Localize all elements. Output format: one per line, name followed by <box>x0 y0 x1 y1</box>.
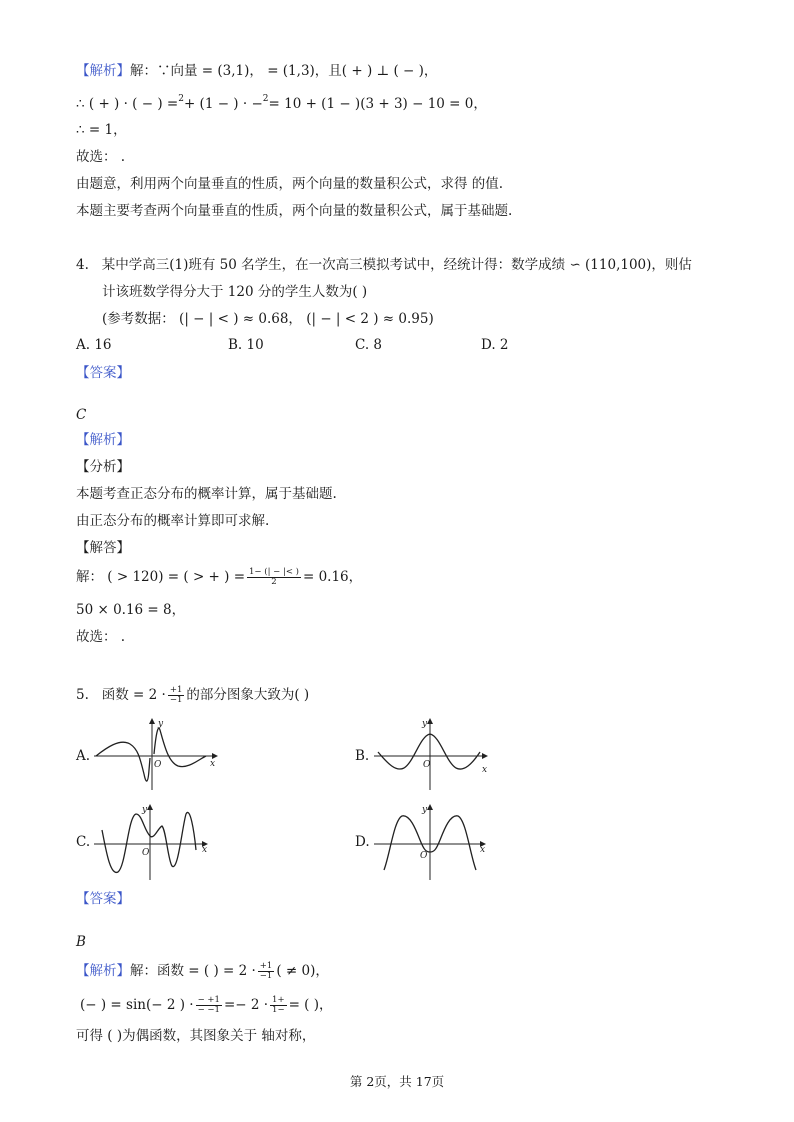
q5-option-d-label: D. <box>355 834 370 850</box>
svg-text:x: x <box>202 845 208 855</box>
q4-number: 4. <box>76 257 89 273</box>
analysis-line-1: 【解析】解：∵向量 = (3,1)， = (1,3)，且( + ) ⊥ ( − )， <box>76 63 438 79</box>
q5-solution-fraction-2: $\frac{- +1}{- -1}$ <box>197 995 220 1015</box>
q5-option-c-label: C. <box>76 834 91 850</box>
q4-fenxi-2: 由正态分布的概率计算即可求解. <box>76 513 270 529</box>
q5-graph-c <box>92 800 222 882</box>
q5-option-a-label: A. <box>76 748 91 764</box>
svg-text:O: O <box>420 851 428 861</box>
q4-fenxi-1: 本题考查正态分布的概率计算，属于基础题. <box>76 486 337 502</box>
q5-graph-d <box>372 800 494 882</box>
q4-option-c: C. 8 <box>355 337 383 353</box>
q5-stem-fraction: $\frac{+1}{-1}$ <box>169 685 183 705</box>
svg-text:y: y <box>142 805 148 815</box>
q5-solution-3: 可得 ( )为偶函数，其图象关于 轴对称， <box>76 1028 316 1044</box>
q4-fenxi-tag: 【分析】 <box>76 459 130 475</box>
svg-text:y: y <box>422 719 428 729</box>
analysis-line-5: 由题意，利用两个向量垂直的性质，两个向量的数量积公式，求得 的值. <box>76 176 504 192</box>
svg-text:O: O <box>154 760 162 770</box>
q5-solution-fraction-1: $\frac{+1}{-1}$ <box>259 961 273 981</box>
analysis-line-2: ∴ ( + ) · ( − ) =$^2$+ (1 − ) · −$^2$= 10 + (1 − )(3 + 3) − 10 = 0， <box>76 94 487 112</box>
q5-number: 5. <box>76 687 89 703</box>
svg-text:O: O <box>142 848 150 858</box>
q5-stem: 5. 函数 = 2 · $\frac{+1}{-1}$ 的部分图象大致为( ) <box>76 685 310 705</box>
q5-solution-2: (− ) = sin(− 2 ) · $\frac{- +1}{- -1}$ =− 2 · $\frac{1+}{1-}$ = ( )， <box>80 995 333 1015</box>
svg-text:O: O <box>423 760 431 770</box>
q5-graph-a <box>92 714 222 792</box>
q4-fraction: $\frac{1- (| - |< )}{2}$ <box>249 567 299 587</box>
q4-answer: C <box>76 407 87 423</box>
analysis-line-4: 故选： . <box>76 149 126 165</box>
q4-analysis-tag: 【解析】 <box>76 432 130 448</box>
q5-solution-1: 【解析】解：函数 = ( ) = 2 · $\frac{+1}{-1}$ ( ≠ 0)， <box>76 961 329 981</box>
q5-option-b-label: B. <box>355 748 370 764</box>
q5-answer: B <box>76 934 86 950</box>
q5-graph-b <box>372 714 494 792</box>
analysis-tag: 【解析】 <box>76 63 130 79</box>
q4-answer-tag: 【答案】 <box>76 365 130 381</box>
svg-text:x: x <box>480 845 486 855</box>
q4-line-1: 4. 某中学高三(1)班有 50 名学生，在一次高三模拟考试中，经统计得：数学成绩 ∽ (110,100)，则估 <box>76 257 692 273</box>
q4-jieda-tag: 【解答】 <box>76 540 130 556</box>
page-footer: 第 2页，共 17页 <box>349 1074 445 1089</box>
analysis-line-6: 本题主要考查两个向量垂直的性质，两个向量的数量积公式，属于基础题. <box>76 203 513 219</box>
q4-option-b: B. 10 <box>228 337 264 353</box>
q4-line-3: (参考数据： (| − | < ) ≈ 0.68， (| − | < 2 ) ≈ 0.95) <box>102 311 434 327</box>
q4-solution-1: 解： ( > 120) = ( > + ) = $\frac{1- (| - |< )}{2}$ = 0.16， <box>76 567 363 587</box>
q4-option-a: A. 16 <box>76 337 112 353</box>
q4-solution-2: 50 × 0.16 = 8， <box>76 602 186 618</box>
q5-analysis-tag: 【解析】 <box>76 963 130 979</box>
q5-answer-tag: 【答案】 <box>76 891 130 907</box>
q4-solution-3: 故选： . <box>76 629 126 645</box>
svg-text:y: y <box>422 805 428 815</box>
q4-option-d: D. 2 <box>481 337 509 353</box>
svg-text:y: y <box>158 719 164 729</box>
svg-text:x: x <box>210 759 216 769</box>
analysis-line-3: ∴ = 1， <box>76 122 127 138</box>
q5-solution-fraction-3: $\frac{1+}{1-}$ <box>272 995 285 1015</box>
svg-text:x: x <box>482 765 488 775</box>
q4-line-2: 计该班数学得分大于 120 分的学生人数为( ) <box>102 284 368 300</box>
